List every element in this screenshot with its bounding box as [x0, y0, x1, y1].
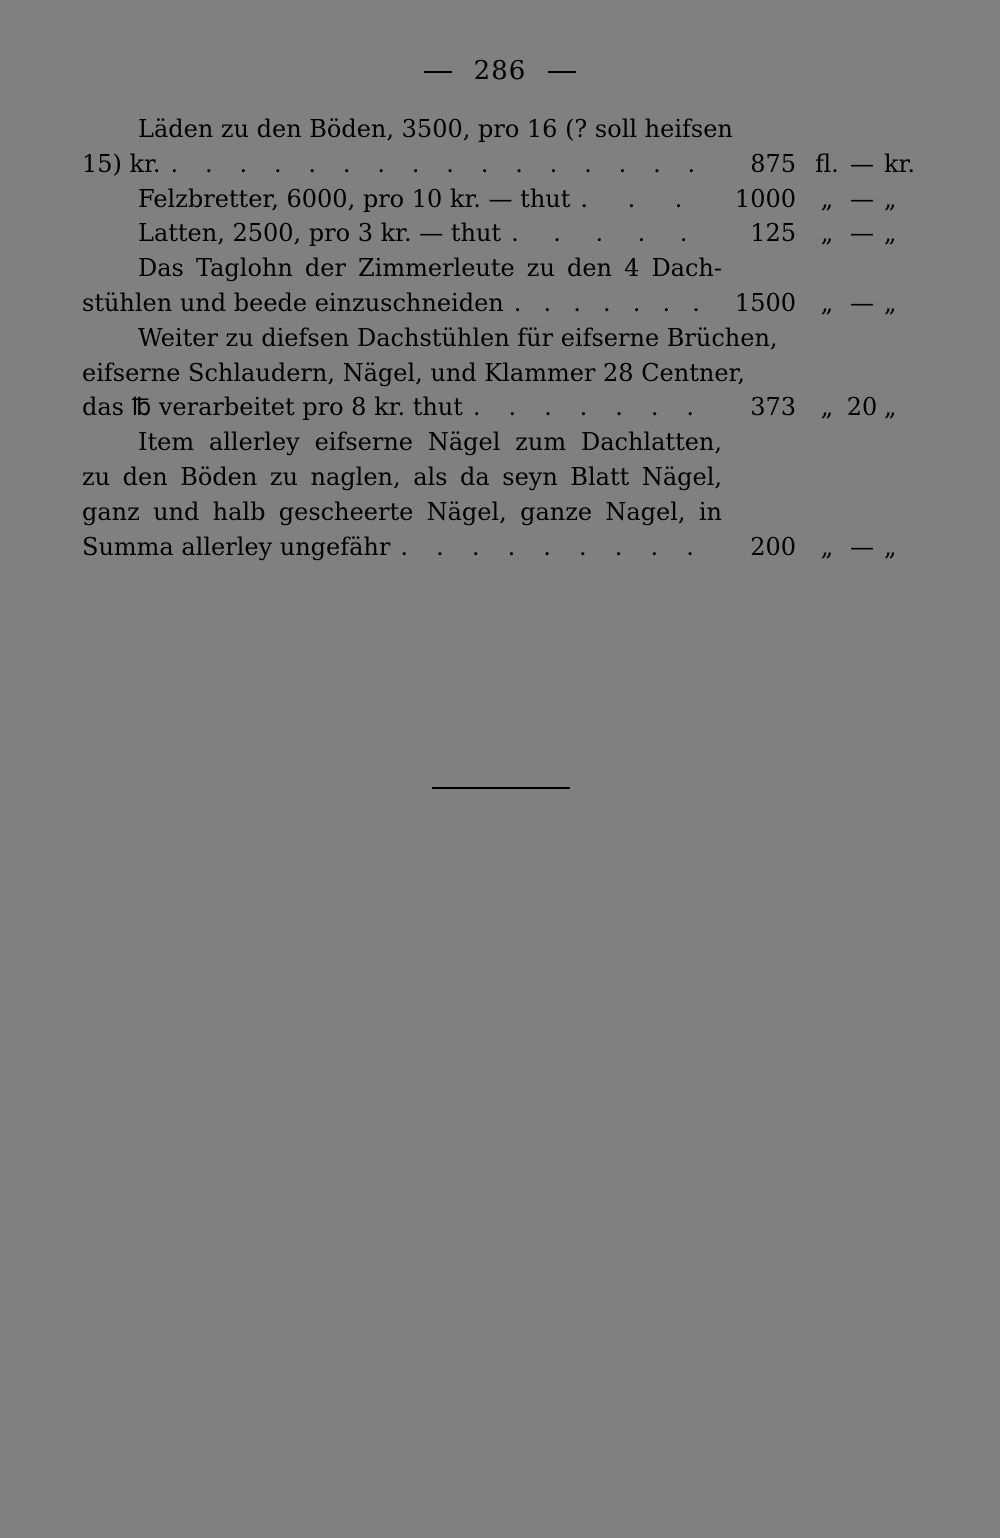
- ledger-line-text: Item allerley eifserne Nägel zum Dachlatten,: [138, 428, 722, 457]
- ledger-line: [0, 216, 1000, 250]
- unit-gulden: „: [820, 393, 834, 422]
- unit-kreuzer: „: [884, 219, 897, 248]
- leader-dots: ...: [580, 184, 722, 213]
- amount-kreuzer: —: [850, 219, 874, 248]
- unit-gulden: „: [820, 289, 834, 317]
- ledger-line: [0, 321, 1000, 355]
- leader-dots: ................: [170, 149, 722, 178]
- amount-kreuzer: —: [850, 532, 874, 561]
- ledger-line-text: Läden zu den Böden, 3500, pro 16 (? soll heifsen: [138, 115, 733, 143]
- amount-gulden: 875: [750, 149, 796, 178]
- amount-kreuzer: —: [850, 184, 874, 213]
- ledger-line: [0, 182, 1000, 216]
- ledger-line-text: 15) kr.: [82, 149, 161, 178]
- amount-gulden: 1500: [734, 289, 796, 317]
- amount-gulden: 200: [750, 532, 796, 561]
- ledger-line-text: stühlen und beede einzuschneiden: [82, 289, 504, 317]
- leader-dots: .......: [513, 289, 722, 317]
- unit-gulden: „: [820, 219, 834, 248]
- unit-kreuzer: „: [884, 184, 897, 213]
- leader-dots: .........: [400, 532, 722, 561]
- unit-gulden: „: [820, 532, 834, 561]
- unit-kreuzer: „: [884, 289, 897, 317]
- amount-gulden: 373: [750, 393, 796, 422]
- page-number-dash-right: [548, 71, 576, 73]
- ledger-line: [0, 112, 1000, 146]
- ledger-line: [0, 530, 1000, 564]
- ledger-line: [0, 286, 1000, 320]
- page-number: [0, 56, 1000, 86]
- ledger-line: [0, 390, 1000, 424]
- ledger-line-text: ganz und halb gescheerte Nägel, ganze Nagel, in: [82, 497, 722, 526]
- unit-kreuzer: „: [884, 532, 897, 561]
- ledger-line-text: das ℔ verarbeitet pro 8 kr. thut: [82, 393, 463, 422]
- amount-gulden: 1000: [734, 184, 796, 213]
- amount-kreuzer: 20: [846, 393, 878, 422]
- ledger-line: [0, 356, 1000, 390]
- unit-kreuzer: „: [884, 393, 897, 422]
- ledger-line: [0, 251, 1000, 285]
- page-number-dash-left: [424, 71, 452, 73]
- section-rule: [432, 787, 570, 789]
- ledger-line: [0, 147, 1000, 181]
- ledger-line-text: Felzbretter, 6000, pro 10 kr. — thut: [138, 184, 571, 213]
- ledger-line-text: Latten, 2500, pro 3 kr. — thut: [138, 219, 502, 248]
- ledger-line-text: Das Taglohn der Zimmerleute zu den 4 Dach-: [138, 254, 722, 283]
- ledger-line-text: Weiter zu diefsen Dachstühlen für eifserne Brüchen,: [138, 323, 778, 352]
- amount-kreuzer: —: [850, 149, 874, 178]
- leader-dots: .....: [511, 219, 722, 248]
- unit-kreuzer: kr.: [884, 149, 916, 178]
- leader-dots: .......: [472, 393, 722, 422]
- amount-kreuzer: —: [850, 289, 874, 317]
- unit-gulden: „: [820, 184, 834, 213]
- ledger-line-text: Summa allerley ungefähr: [82, 532, 391, 561]
- amount-gulden: 125: [750, 219, 796, 248]
- unit-gulden: fl.: [815, 149, 839, 178]
- ledger-line: [0, 425, 1000, 459]
- ledger-line: [0, 460, 1000, 494]
- ledger-line-text: zu den Böden zu naglen, als da seyn Blatt Nägel,: [82, 463, 722, 491]
- ledger-line-text: eifserne Schlaudern, Nägel, und Klammer 28 Centner,: [82, 358, 745, 387]
- page-number-text: 286: [473, 56, 527, 86]
- ledger-line: [0, 495, 1000, 529]
